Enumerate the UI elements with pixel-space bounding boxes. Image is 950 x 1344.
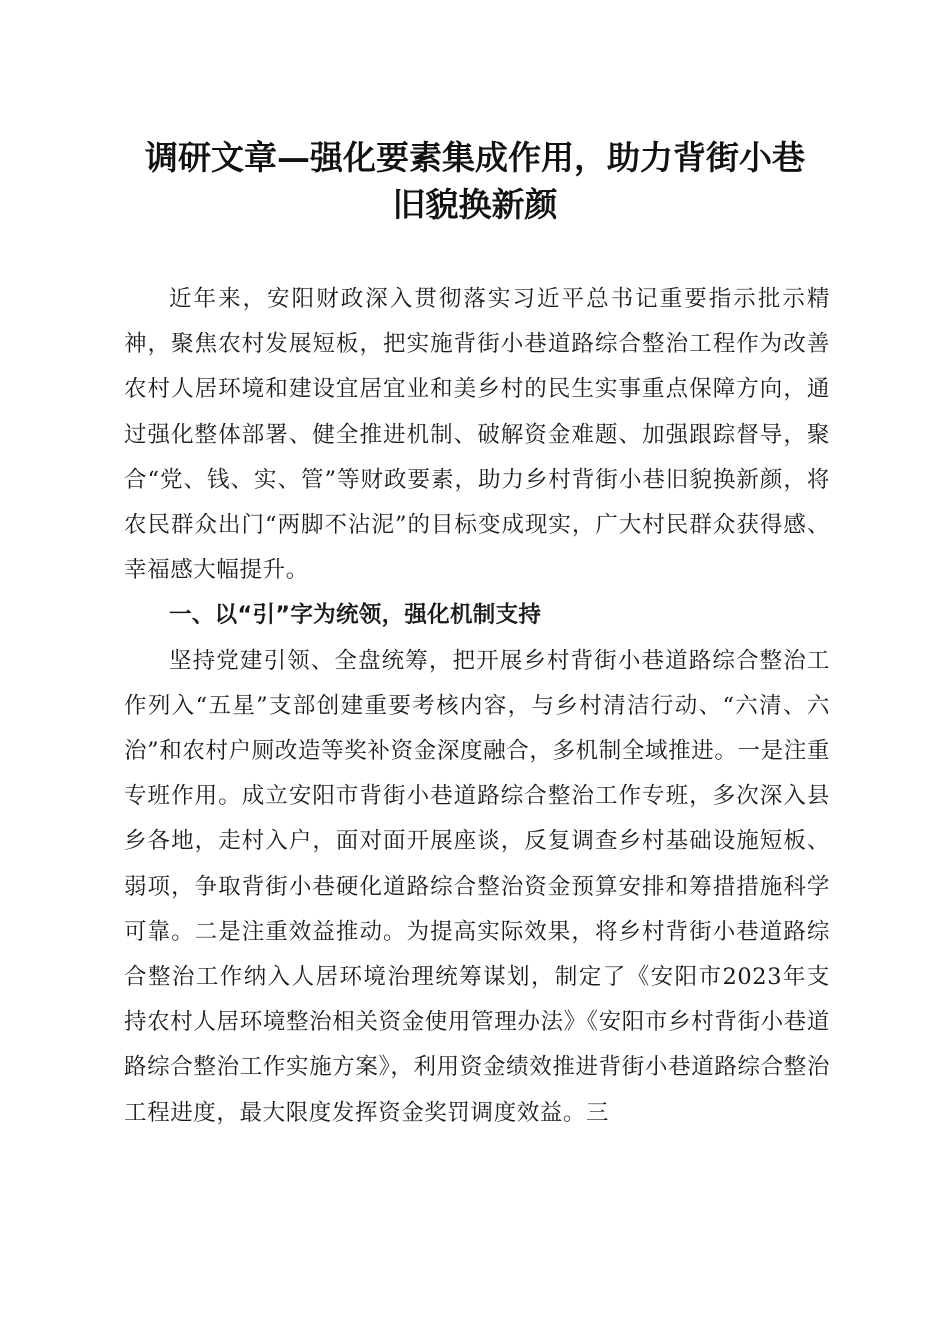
document-title: [100, 134, 850, 228]
title-line-2: 旧貌换新颜: [392, 185, 558, 224]
paragraph-intro: 近年来，安阳财政深入贯彻落实习近平总书记重要指示批示精神，聚焦农村发展短板，把实施背街小巷道路综合整治工程作为改善农村人居环境和建设宜居宜业和美乡村的民生实事重点保障方向，通过强化整体部署、健全推进机制、破解资金难题、加强跟踪督导，聚合“党、钱、实、管”等财政要素，助力乡村背街小巷旧貌换新颜，将农民群众出门“两脚不沾泥”的目标变成现实，广大村民群众获得感、幸福感大幅提升。: [124, 286, 830, 584]
document-body: [124, 277, 830, 1136]
title-line-1: 调研文章—强化要素集成作用，助力背街小巷: [145, 138, 805, 177]
section-heading-1: 一、以“引”字为统领，强化机制支持: [169, 602, 542, 629]
paragraph-section-1: 坚持党建引领、全盘统筹，把开展乡村背街小巷道路综合整治工作列入“五星”支部创建重要考核内容，与乡村清洁行动、“六清、六治”和农村户厕改造等奖补资金深度融合，多机制全域推进。一是注重专班作用。成立安阳市背街小巷道路综合整治工作专班，多次深入县乡各地，走村入户，面对面开展座谈，反复调查乡村基础设施短板、弱项，争取背街小巷硬化道路综合整治资金预算安排和筹措措施科学可靠。二是注重效益推动。为提高实际效果，将乡村背街小巷道路综合整治工作纳入人居环境治理统筹谋划，制定了《安阳市2023年支持农村人居环境整治相关资金使用管理办法》《安阳市乡村背街小巷道路综合整治工作实施方案》，利用资金绩效推进背街小巷道路综合整治工程进度，最大限度发挥资金奖罚调度效益。三: [124, 647, 830, 1126]
